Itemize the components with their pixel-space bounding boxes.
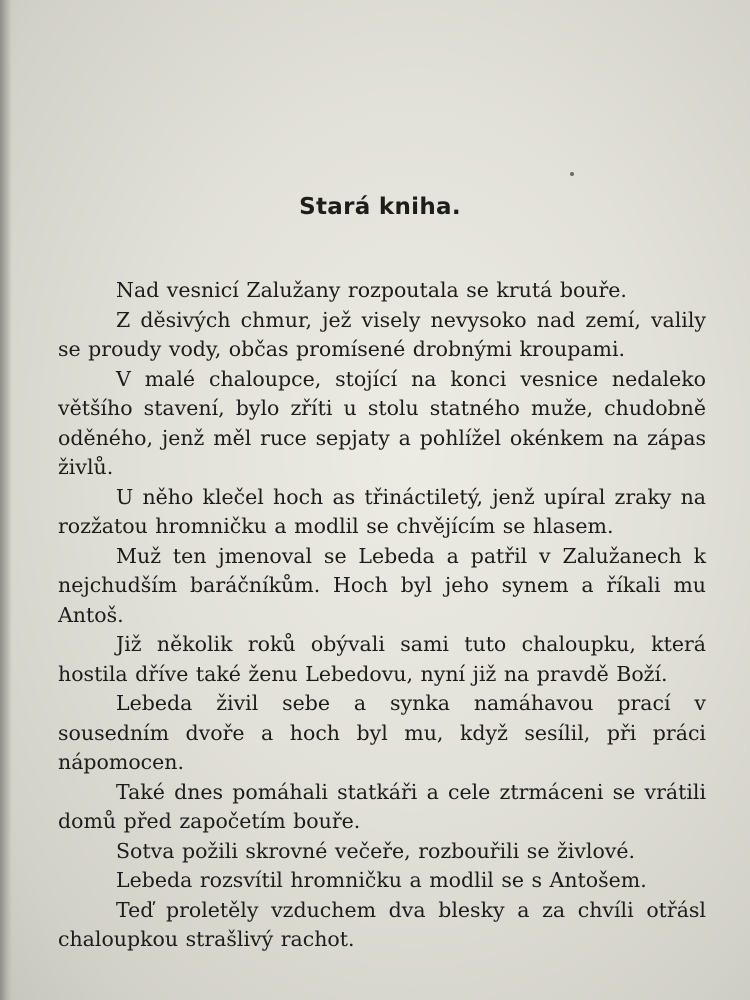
paragraph: V malé chaloupce, stojící na konci vesnice nedaleko většího stavení, bylo zříti u stolu statného muže, chudobně oděného, jenž měl ruce sepjaty a pohlížel okénkem na zápas živlů.	[58, 366, 706, 479]
paragraph: U něho klečel hoch as třináctiletý, jenž upíral zraky na rozžatou hromničku a modlil se chvějícím se hlasem.	[58, 484, 706, 538]
paragraph: Teď proletěly vzduchem dva blesky a za chvíli otřásl chaloupkou strašlivý rachot.	[58, 897, 706, 951]
paragraph: Lebeda rozsvítil hromničku a modlil se s Antošem.	[116, 868, 647, 892]
chapter-title: Stará kniha.	[299, 194, 461, 220]
paragraph: Nad vesnicí Zalužany rozpoutala se krutá bouře.	[116, 278, 627, 302]
paragraph: Také dnes pomáhali statkáři a cele ztrmáceni se vrátili domů před započetím bouře.	[58, 779, 706, 833]
paragraph: Z děsivých chmur, jež visely nevysoko nad zemí, valily se proudy vody, občas promísené drobnými kroupami.	[58, 307, 706, 361]
paragraph: Sotva požili skrovné večeře, rozbouřili se živlové.	[116, 838, 636, 863]
paragraph: Muž ten jmenoval se Lebeda a patřil v Zalužanech k nejchudším baráčníkům. Hoch byl jeho synem a říkali mu Antoš.	[58, 543, 706, 627]
paragraph: Již několik roků obývali sami tuto chaloupku, která hostila dříve také ženu Lebedovu, nyní již na pravdě Boží.	[58, 632, 706, 686]
paragraph: Lebeda živil sebe a synka namáhavou prací v sousedním dvoře a hoch byl mu, když sesílil, při práci nápomocen.	[58, 691, 706, 774]
chapter-text	[58, 276, 706, 955]
paper-speck	[570, 172, 574, 176]
